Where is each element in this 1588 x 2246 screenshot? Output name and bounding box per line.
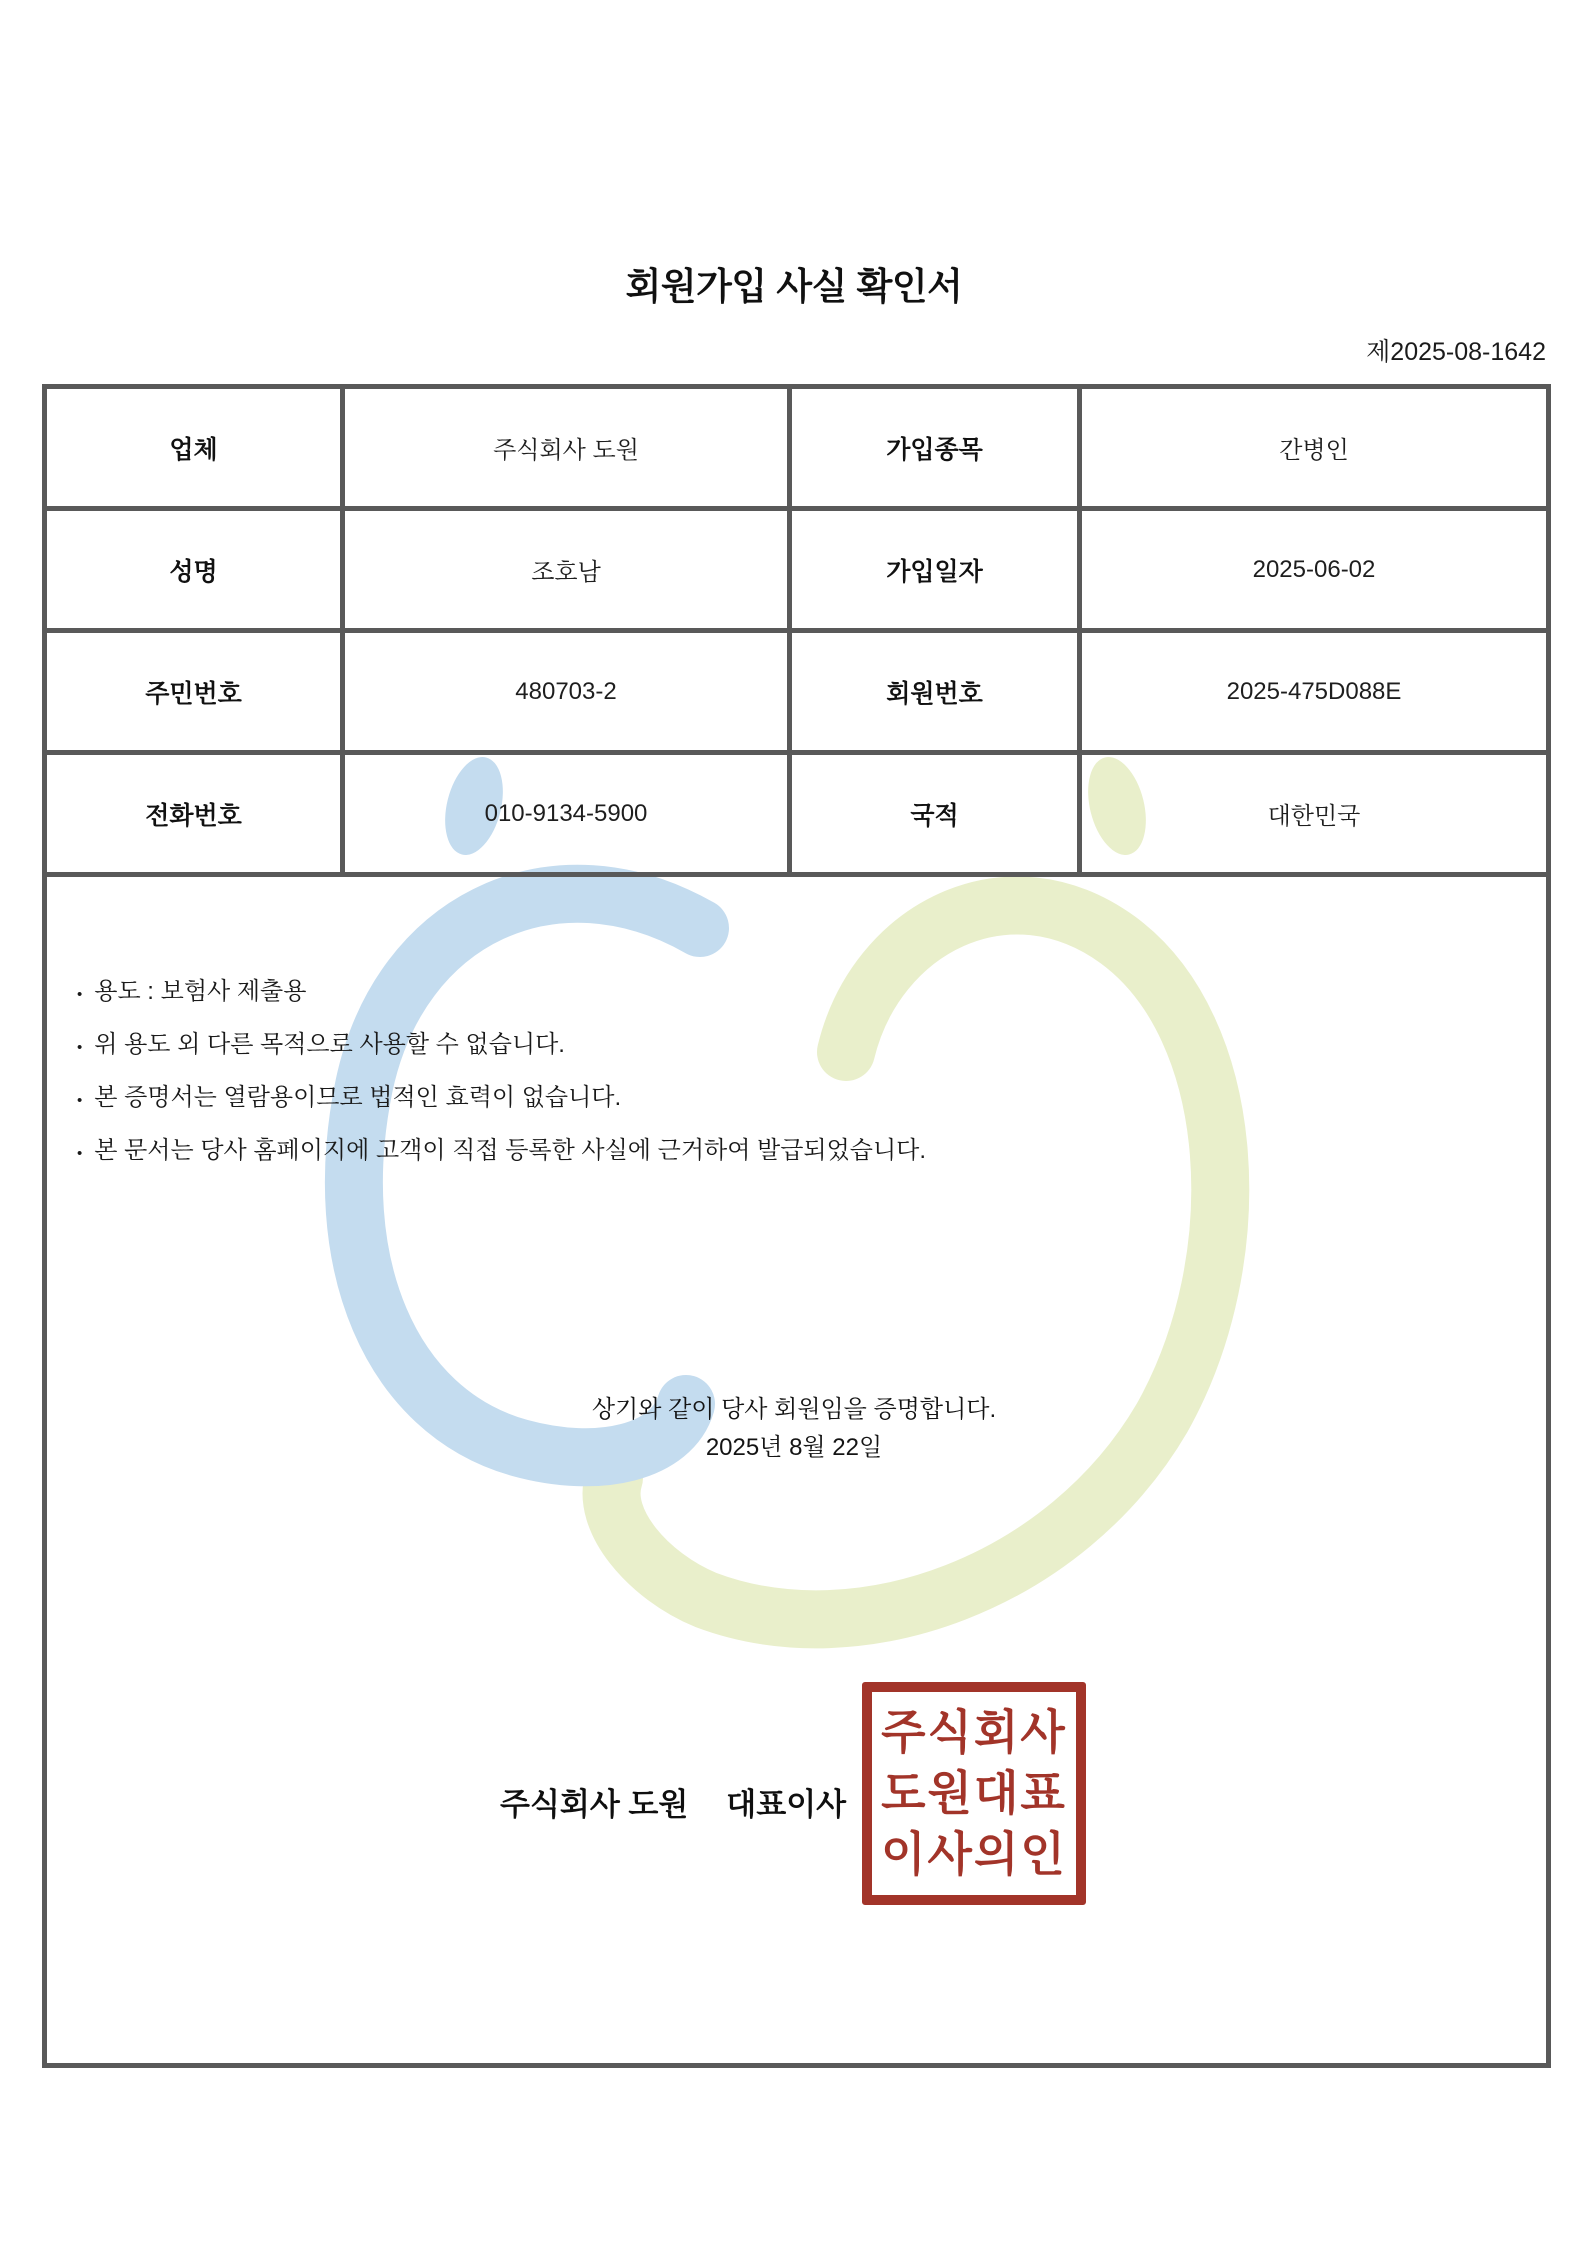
note-text: 위 용도 외 다른 목적으로 사용할 수 없습니다. <box>94 1031 565 1058</box>
notes-section <box>45 875 1549 2066</box>
bullet-icon: • <box>77 1092 83 1109</box>
table-row <box>45 387 1549 509</box>
field-value-resident-no: 480703-2 <box>343 631 790 753</box>
field-value-nationality: 대한민국 <box>1080 753 1549 875</box>
field-label-name: 성명 <box>45 509 343 631</box>
seal-row: 도원대표 <box>881 1766 1067 1820</box>
bullet-icon: • <box>77 1039 83 1056</box>
field-label-company: 업체 <box>45 387 343 509</box>
notes-row <box>45 875 1549 2066</box>
field-value-phone: 010-9134-5900 <box>343 753 790 875</box>
table-row <box>45 753 1549 875</box>
signature-title: 대표이사 <box>726 1787 847 1822</box>
field-label-phone: 전화번호 <box>45 753 343 875</box>
note-line <box>71 1020 1516 1073</box>
note-line <box>71 1126 1516 1179</box>
note-line <box>71 967 1516 1020</box>
seal-row: 주식회사 <box>881 1705 1067 1759</box>
statement-date: 2025년 8월 22일 <box>705 1434 883 1461</box>
table-row <box>45 509 1549 631</box>
field-label-category: 가입종목 <box>790 387 1080 509</box>
field-label-resident-no: 주민번호 <box>45 631 343 753</box>
signature-line <box>500 1779 846 1824</box>
field-label-member-no: 회원번호 <box>790 631 1080 753</box>
table-row <box>45 631 1549 753</box>
bullet-icon: • <box>77 1145 83 1162</box>
note-text: 본 문서는 당사 홈페이지에 고객이 직접 등록한 사실에 근거하여 발급되었습니다. <box>94 1137 927 1164</box>
note-text: 본 증명서는 열람용이므로 법적인 효력이 없습니다. <box>94 1084 622 1111</box>
field-value-category: 간병인 <box>1080 387 1549 509</box>
seal-row: 이사의인 <box>881 1827 1067 1881</box>
certification-statement <box>0 1391 1588 1467</box>
field-label-join-date: 가입일자 <box>790 509 1080 631</box>
signature-company: 주식회사 도원 <box>500 1787 689 1822</box>
field-value-join-date: 2025-06-02 <box>1080 509 1549 631</box>
note-line <box>71 1073 1516 1126</box>
field-value-company: 주식회사 도원 <box>343 387 790 509</box>
note-text: 용도 : 보험사 제출용 <box>94 978 307 1005</box>
document-number: 제2025-08-1642 <box>1366 338 1546 366</box>
statement-line: 상기와 같이 당사 회원임을 증명합니다. <box>591 1396 997 1423</box>
field-value-name: 조호남 <box>343 509 790 631</box>
document-title: 회원가입 사실 확인서 <box>625 266 963 307</box>
field-value-member-no: 2025-475D088E <box>1080 631 1549 753</box>
bullet-icon: • <box>77 986 83 1003</box>
corporate-seal-stamp <box>862 1682 1086 1905</box>
field-label-nationality: 국적 <box>790 753 1080 875</box>
